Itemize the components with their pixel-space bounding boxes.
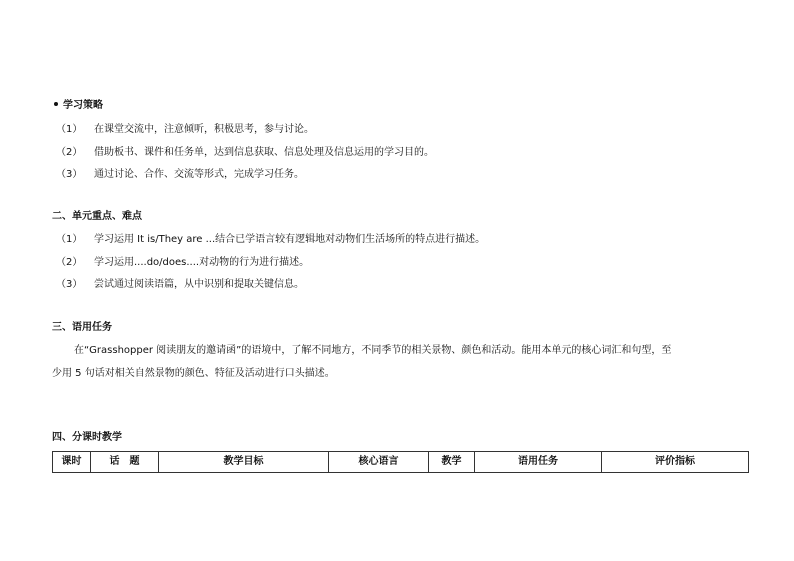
section2-heading: 二、单元重点、难点 xyxy=(52,211,142,222)
section2-item-1 xyxy=(56,234,485,246)
item-number: （1） xyxy=(56,234,83,245)
item-text: 借助板书、课件和任务单，达到信息获取、信息处理及信息运用的学习目的。 xyxy=(94,147,434,158)
item-number: （2） xyxy=(56,147,83,158)
strategy-item-3 xyxy=(56,169,304,181)
strategy-heading-text: 学习策略 xyxy=(63,100,103,111)
section2-item-2 xyxy=(56,257,309,269)
item-text: 尝试通过阅读语篇，从中识别和提取关键信息。 xyxy=(94,279,304,290)
item-text: 通过讨论、合作、交流等形式，完成学习任务。 xyxy=(94,169,304,180)
item-number: （3） xyxy=(56,169,83,180)
column-header-core-language: 核心语言 xyxy=(329,452,429,473)
column-header-language-task: 语用任务 xyxy=(475,452,602,473)
section2-item-3 xyxy=(56,279,304,291)
strategy-item-2 xyxy=(56,147,434,159)
section4-heading: 四、分课时教学 xyxy=(52,432,122,443)
column-header-topic: 话 题 xyxy=(91,452,159,473)
item-number: （2） xyxy=(56,257,83,268)
item-number: （3） xyxy=(56,279,83,290)
item-text: 学习运用....do/does....对动物的行为进行描述。 xyxy=(94,257,310,268)
item-text: 在课堂交流中，注意倾听，积极思考，参与讨论。 xyxy=(94,124,314,135)
column-header-objectives: 教学目标 xyxy=(159,452,329,473)
item-text: 学习运用 It is/They are ...结合已学语言较有逻辑地对动物们生活场所的特点进行描述。 xyxy=(94,234,486,245)
lesson-table xyxy=(52,451,749,473)
strategy-item-1 xyxy=(56,124,314,136)
strategy-heading xyxy=(54,100,103,112)
item-number: （1） xyxy=(56,124,83,135)
table-header-row xyxy=(53,452,749,473)
column-header-teaching: 教学 xyxy=(429,452,475,473)
section3-heading: 三、语用任务 xyxy=(52,322,112,333)
column-header-lesson: 课时 xyxy=(53,452,91,473)
bullet-icon xyxy=(54,102,58,106)
section3-paragraph-line-2: 少用 5 句话对相关自然景物的颜色、特征及活动进行口头描述。 xyxy=(52,368,335,379)
column-header-evaluation: 评价指标 xyxy=(602,452,749,473)
section3-paragraph-line-1: 在“Grasshopper 阅读朋友的邀请函”的语境中，了解不同地方，不同季节的相关景物、颜色和活动。能用本单元的核心词汇和句型，至 xyxy=(74,345,672,356)
